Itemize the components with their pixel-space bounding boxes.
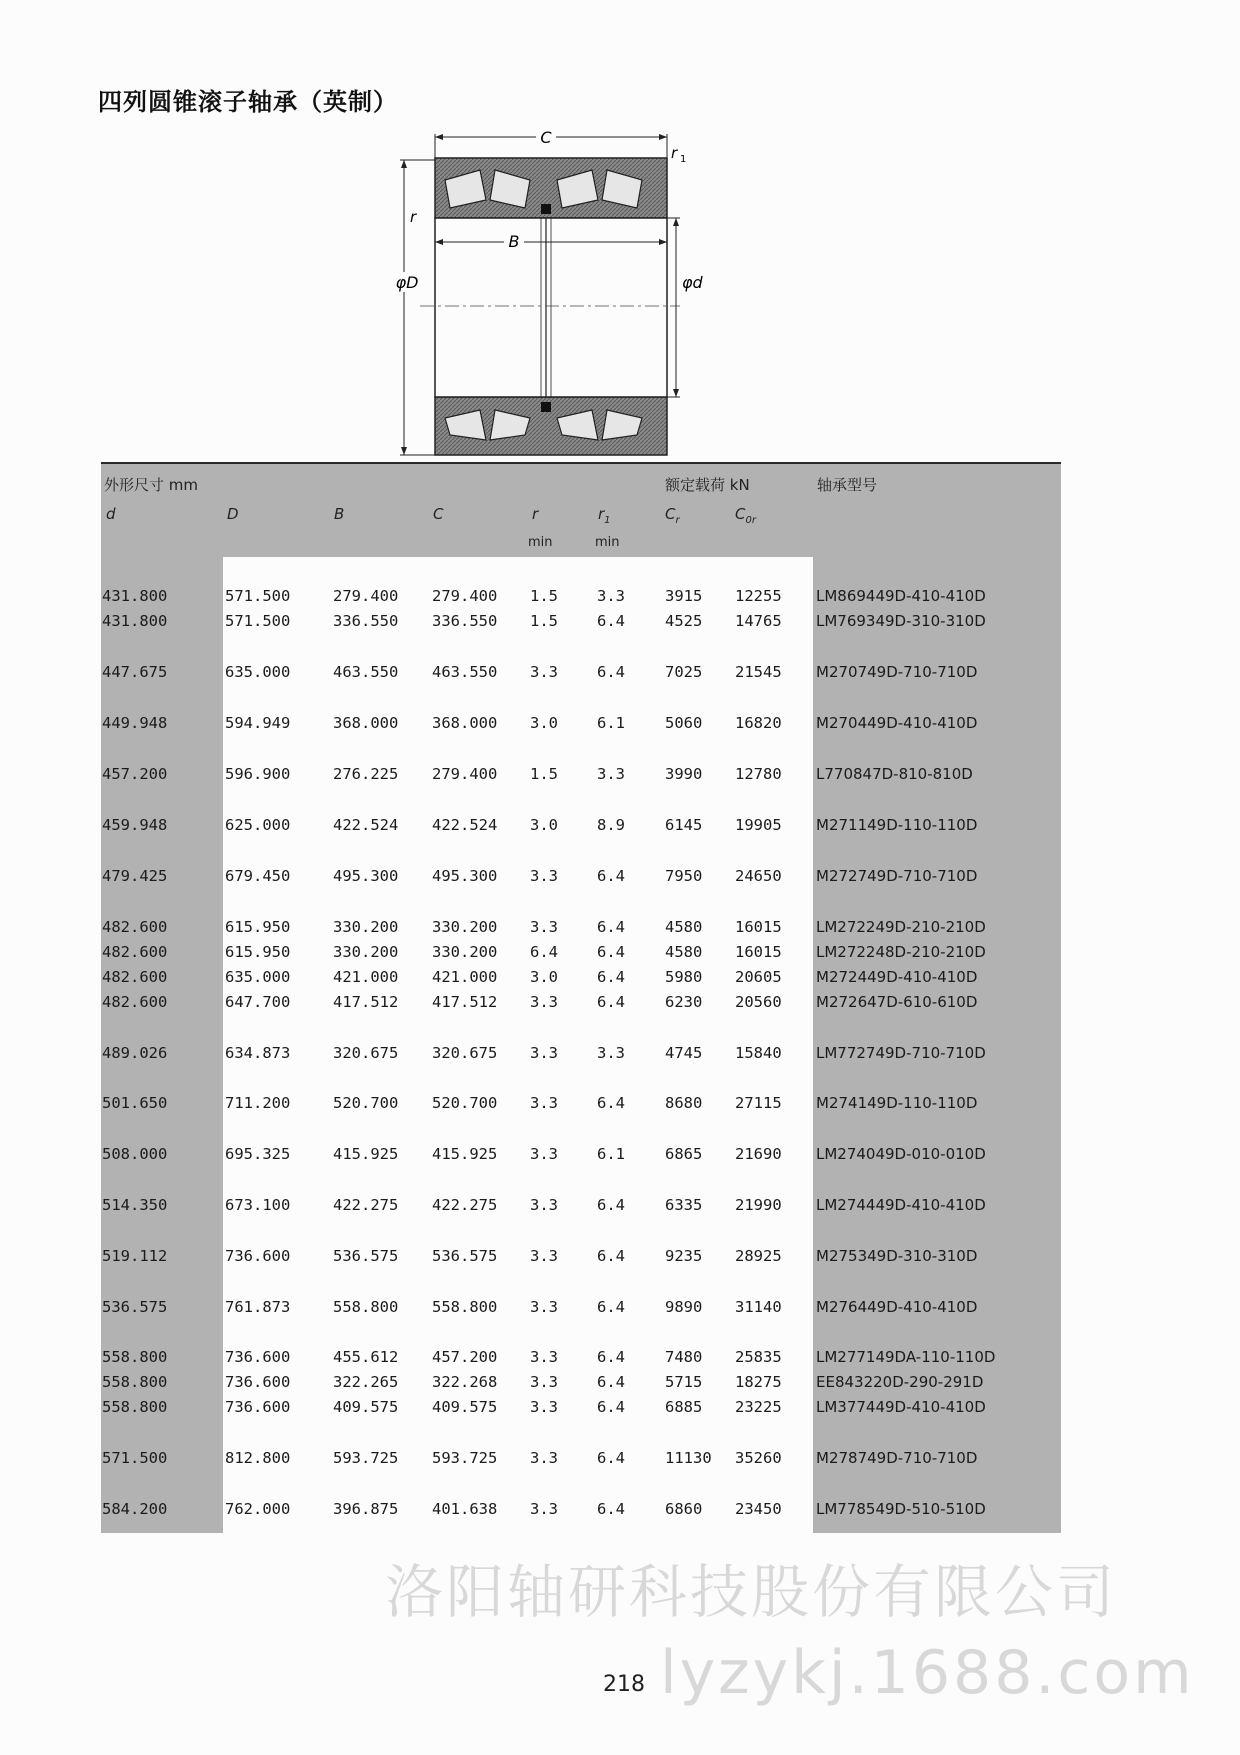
header-D: D xyxy=(227,505,239,523)
cell-C: 415.925 xyxy=(432,1145,498,1163)
cell-C0r: 12255 xyxy=(735,587,782,605)
cell-Cr: 6335 xyxy=(665,1196,703,1214)
cell-model: LM869449D-410-410D xyxy=(816,587,986,605)
cell-D: 736.600 xyxy=(225,1348,291,1366)
cell-Cr: 7480 xyxy=(665,1348,703,1366)
page-number: 218 xyxy=(603,1672,645,1697)
cell-model: LM772749D-710-710D xyxy=(816,1044,986,1062)
cell-r1: 6.4 xyxy=(597,1398,625,1416)
cell-d: 501.650 xyxy=(102,1094,168,1112)
cell-d: 482.600 xyxy=(102,918,168,936)
cell-D: 615.950 xyxy=(225,918,291,936)
cell-d: 536.575 xyxy=(102,1298,168,1316)
label-r: r xyxy=(410,208,417,226)
cell-Cr: 8680 xyxy=(665,1094,703,1112)
cell-C0r: 20560 xyxy=(735,993,782,1011)
cell-B: 279.400 xyxy=(333,587,399,605)
cell-Cr: 5060 xyxy=(665,714,703,732)
cell-B: 322.265 xyxy=(333,1373,399,1391)
cell-B: 368.000 xyxy=(333,714,399,732)
cell-d: 584.200 xyxy=(102,1500,168,1518)
cell-D: 736.600 xyxy=(225,1247,291,1265)
cell-d: 447.675 xyxy=(102,663,168,681)
cell-B: 495.300 xyxy=(333,867,399,885)
cell-r1: 6.4 xyxy=(597,1500,625,1518)
cell-model: LM277149DA-110-110D xyxy=(816,1348,996,1366)
cell-B: 276.225 xyxy=(333,765,399,783)
cell-r: 3.0 xyxy=(530,714,558,732)
cell-C0r: 16015 xyxy=(735,943,782,961)
cell-B: 330.200 xyxy=(333,943,399,961)
cell-D: 634.873 xyxy=(225,1044,291,1062)
cell-C0r: 28925 xyxy=(735,1247,782,1265)
cell-C0r: 21690 xyxy=(735,1145,782,1163)
cell-Cr: 4580 xyxy=(665,918,703,936)
cell-d: 482.600 xyxy=(102,943,168,961)
cell-D: 761.873 xyxy=(225,1298,291,1316)
page-title: 四列圆锥滚子轴承（英制） xyxy=(98,88,398,116)
cell-d: 508.000 xyxy=(102,1145,168,1163)
cell-r1: 6.4 xyxy=(597,612,625,630)
cell-r1: 6.4 xyxy=(597,1094,625,1112)
cell-Cr: 6230 xyxy=(665,993,703,1011)
cell-C: 322.268 xyxy=(432,1373,498,1391)
cell-C: 421.000 xyxy=(432,968,498,986)
cell-model: M276449D-410-410D xyxy=(816,1298,978,1316)
cell-model: M274149D-110-110D xyxy=(816,1094,978,1112)
cell-r: 1.5 xyxy=(530,612,558,630)
cell-Cr: 9890 xyxy=(665,1298,703,1316)
cell-Cr: 6145 xyxy=(665,816,703,834)
cell-C0r: 24650 xyxy=(735,867,782,885)
header-r1: $r_1$ xyxy=(598,505,611,526)
header-r1-min: min xyxy=(595,535,620,550)
cell-B: 320.675 xyxy=(333,1044,399,1062)
cell-C0r: 12780 xyxy=(735,765,782,783)
label-r1: r xyxy=(671,144,678,162)
cell-r: 3.3 xyxy=(530,1196,558,1214)
cell-C: 536.575 xyxy=(432,1247,498,1265)
header-r: r xyxy=(532,505,539,523)
cell-d: 489.026 xyxy=(102,1044,168,1062)
cell-C: 336.550 xyxy=(432,612,498,630)
cell-r1: 6.4 xyxy=(597,867,625,885)
cell-r: 3.3 xyxy=(530,918,558,936)
cell-D: 571.500 xyxy=(225,587,291,605)
cell-model: M272749D-710-710D xyxy=(816,867,978,885)
cell-C: 593.725 xyxy=(432,1449,498,1467)
cell-d: 558.800 xyxy=(102,1398,168,1416)
cell-B: 409.575 xyxy=(333,1398,399,1416)
cell-C: 422.524 xyxy=(432,816,498,834)
cell-r: 3.3 xyxy=(530,867,558,885)
cell-Cr: 6860 xyxy=(665,1500,703,1518)
header-d: d xyxy=(106,505,116,523)
cell-r: 3.3 xyxy=(530,1247,558,1265)
cell-Cr: 4525 xyxy=(665,612,703,630)
cell-D: 679.450 xyxy=(225,867,291,885)
cell-B: 558.800 xyxy=(333,1298,399,1316)
header-C0r: $C_{0r}$ xyxy=(735,505,756,526)
cell-C: 422.275 xyxy=(432,1196,498,1214)
cell-D: 625.000 xyxy=(225,816,291,834)
cell-r1: 6.4 xyxy=(597,1449,625,1467)
cell-model: EE843220D-290-291D xyxy=(816,1373,984,1391)
cell-r: 3.3 xyxy=(530,1449,558,1467)
cell-C0r: 14765 xyxy=(735,612,782,630)
cell-C0r: 27115 xyxy=(735,1094,782,1112)
cell-C0r: 23225 xyxy=(735,1398,782,1416)
cell-C0r: 18275 xyxy=(735,1373,782,1391)
header-C: C xyxy=(433,505,444,523)
cell-B: 593.725 xyxy=(333,1449,399,1467)
cell-C0r: 15840 xyxy=(735,1044,782,1062)
label-d: φd xyxy=(682,273,703,292)
cell-C: 279.400 xyxy=(432,765,498,783)
cell-r: 3.3 xyxy=(530,1500,558,1518)
cell-C: 457.200 xyxy=(432,1348,498,1366)
cell-r: 3.3 xyxy=(530,1044,558,1062)
cell-D: 695.325 xyxy=(225,1145,291,1163)
cell-model: M272647D-610-610D xyxy=(816,993,978,1011)
cell-d: 449.948 xyxy=(102,714,168,732)
cell-D: 635.000 xyxy=(225,968,291,986)
cell-D: 594.949 xyxy=(225,714,291,732)
cell-r1: 8.9 xyxy=(597,816,625,834)
cell-r1: 6.4 xyxy=(597,943,625,961)
cell-C0r: 16015 xyxy=(735,918,782,936)
cell-D: 736.600 xyxy=(225,1373,291,1391)
cell-r1: 3.3 xyxy=(597,765,625,783)
cell-r1: 6.4 xyxy=(597,993,625,1011)
cell-model: LM769349D-310-310D xyxy=(816,612,986,630)
cell-r: 3.3 xyxy=(530,1373,558,1391)
cell-D: 647.700 xyxy=(225,993,291,1011)
cell-D: 736.600 xyxy=(225,1398,291,1416)
cell-C: 330.200 xyxy=(432,943,498,961)
cell-r1: 6.4 xyxy=(597,968,625,986)
header-model: 轴承型号 xyxy=(817,476,878,494)
bearing-drawing xyxy=(360,120,720,470)
header-dimensions: 外形尺寸 mm xyxy=(104,476,198,494)
cell-C: 368.000 xyxy=(432,714,498,732)
label-C: C xyxy=(540,128,552,147)
label-r1-sub: 1 xyxy=(680,154,687,165)
cell-C: 279.400 xyxy=(432,587,498,605)
header-load-rating: 额定载荷 kN xyxy=(665,476,750,494)
cell-model: LM274449D-410-410D xyxy=(816,1196,986,1214)
cell-d: 459.948 xyxy=(102,816,168,834)
cell-C0r: 35260 xyxy=(735,1449,782,1467)
cell-r: 1.5 xyxy=(530,587,558,605)
cell-D: 635.000 xyxy=(225,663,291,681)
cell-Cr: 7950 xyxy=(665,867,703,885)
cell-C0r: 16820 xyxy=(735,714,782,732)
cell-Cr: 3915 xyxy=(665,587,703,605)
cell-r1: 6.4 xyxy=(597,1247,625,1265)
cell-r: 3.3 xyxy=(530,1348,558,1366)
cell-r: 6.4 xyxy=(530,943,558,961)
cell-D: 615.950 xyxy=(225,943,291,961)
cell-r1: 3.3 xyxy=(597,587,625,605)
cell-B: 422.275 xyxy=(333,1196,399,1214)
cell-r1: 6.4 xyxy=(597,1196,625,1214)
cell-B: 330.200 xyxy=(333,918,399,936)
cell-Cr: 6885 xyxy=(665,1398,703,1416)
company-watermark: 洛阳轴研科技股份有限公司 xyxy=(385,1558,1118,1626)
cell-d: 482.600 xyxy=(102,968,168,986)
cell-d: 514.350 xyxy=(102,1196,168,1214)
cell-r1: 6.4 xyxy=(597,1348,625,1366)
cell-model: LM778549D-510-510D xyxy=(816,1500,986,1518)
cell-r1: 6.4 xyxy=(597,1298,625,1316)
cell-d: 571.500 xyxy=(102,1449,168,1467)
cell-B: 422.524 xyxy=(333,816,399,834)
domain-watermark: lyzykj.1688.com xyxy=(660,1638,1195,1708)
cell-D: 762.000 xyxy=(225,1500,291,1518)
cell-Cr: 3990 xyxy=(665,765,703,783)
cell-Cr: 7025 xyxy=(665,663,703,681)
cell-d: 479.425 xyxy=(102,867,168,885)
cell-C0r: 23450 xyxy=(735,1500,782,1518)
cell-Cr: 9235 xyxy=(665,1247,703,1265)
cell-D: 812.800 xyxy=(225,1449,291,1467)
cell-d: 519.112 xyxy=(102,1247,168,1265)
cell-Cr: 4580 xyxy=(665,943,703,961)
cell-C: 409.575 xyxy=(432,1398,498,1416)
cell-r1: 6.4 xyxy=(597,663,625,681)
cell-C0r: 25835 xyxy=(735,1348,782,1366)
cell-C: 463.550 xyxy=(432,663,498,681)
cell-d: 457.200 xyxy=(102,765,168,783)
cell-B: 463.550 xyxy=(333,663,399,681)
cell-Cr: 11130 xyxy=(665,1449,712,1467)
cell-C: 330.200 xyxy=(432,918,498,936)
cell-Cr: 6865 xyxy=(665,1145,703,1163)
cell-D: 673.100 xyxy=(225,1196,291,1214)
cell-C: 558.800 xyxy=(432,1298,498,1316)
cell-C0r: 31140 xyxy=(735,1298,782,1316)
cell-Cr: 4745 xyxy=(665,1044,703,1062)
cell-B: 417.512 xyxy=(333,993,399,1011)
cell-C0r: 19905 xyxy=(735,816,782,834)
cell-d: 558.800 xyxy=(102,1348,168,1366)
cell-B: 520.700 xyxy=(333,1094,399,1112)
cell-model: M275349D-310-310D xyxy=(816,1247,978,1265)
cell-C: 401.638 xyxy=(432,1500,498,1518)
cell-C0r: 20605 xyxy=(735,968,782,986)
cell-model: M272449D-410-410D xyxy=(816,968,978,986)
cell-d: 431.800 xyxy=(102,587,168,605)
cell-model: LM274049D-010-010D xyxy=(816,1145,986,1163)
cell-C0r: 21545 xyxy=(735,663,782,681)
cell-D: 571.500 xyxy=(225,612,291,630)
table-header xyxy=(101,462,1061,557)
cell-r: 3.3 xyxy=(530,1145,558,1163)
cell-r: 3.0 xyxy=(530,816,558,834)
label-B: B xyxy=(508,232,520,251)
cell-d: 431.800 xyxy=(102,612,168,630)
cell-model: M271149D-110-110D xyxy=(816,816,978,834)
cell-B: 455.612 xyxy=(333,1348,399,1366)
cell-r1: 6.4 xyxy=(597,1373,625,1391)
cell-B: 421.000 xyxy=(333,968,399,986)
cell-d: 558.800 xyxy=(102,1373,168,1391)
cell-B: 536.575 xyxy=(333,1247,399,1265)
cell-B: 415.925 xyxy=(333,1145,399,1163)
cell-model: LM377449D-410-410D xyxy=(816,1398,986,1416)
cell-B: 396.875 xyxy=(333,1500,399,1518)
label-D: φD xyxy=(395,273,419,292)
header-B: B xyxy=(334,505,345,523)
cell-r: 3.3 xyxy=(530,993,558,1011)
cell-r: 3.3 xyxy=(530,1094,558,1112)
cell-model: M270449D-410-410D xyxy=(816,714,978,732)
cell-C: 495.300 xyxy=(432,867,498,885)
header-Cr: $C_r$ xyxy=(665,505,680,526)
cell-D: 711.200 xyxy=(225,1094,291,1112)
cell-model: LM272248D-210-210D xyxy=(816,943,986,961)
cell-model: M270749D-710-710D xyxy=(816,663,978,681)
cell-r1: 6.1 xyxy=(597,1145,625,1163)
cell-B: 336.550 xyxy=(333,612,399,630)
cell-r1: 6.4 xyxy=(597,918,625,936)
cell-C0r: 21990 xyxy=(735,1196,782,1214)
cell-r1: 3.3 xyxy=(597,1044,625,1062)
header-r-min: min xyxy=(528,535,553,550)
cell-C: 417.512 xyxy=(432,993,498,1011)
cell-model: M278749D-710-710D xyxy=(816,1449,978,1467)
bearing-cross-section xyxy=(360,120,720,470)
cell-d: 482.600 xyxy=(102,993,168,1011)
cell-model: LM272249D-210-210D xyxy=(816,918,986,936)
cell-r: 3.0 xyxy=(530,968,558,986)
cell-D: 596.900 xyxy=(225,765,291,783)
cell-C: 520.700 xyxy=(432,1094,498,1112)
cell-r: 3.3 xyxy=(530,1398,558,1416)
cell-Cr: 5980 xyxy=(665,968,703,986)
cell-r: 1.5 xyxy=(530,765,558,783)
cell-r: 3.3 xyxy=(530,663,558,681)
cell-model: L770847D-810-810D xyxy=(816,765,973,783)
cell-C: 320.675 xyxy=(432,1044,498,1062)
cell-r1: 6.1 xyxy=(597,714,625,732)
cell-Cr: 5715 xyxy=(665,1373,703,1391)
cell-r: 3.3 xyxy=(530,1298,558,1316)
